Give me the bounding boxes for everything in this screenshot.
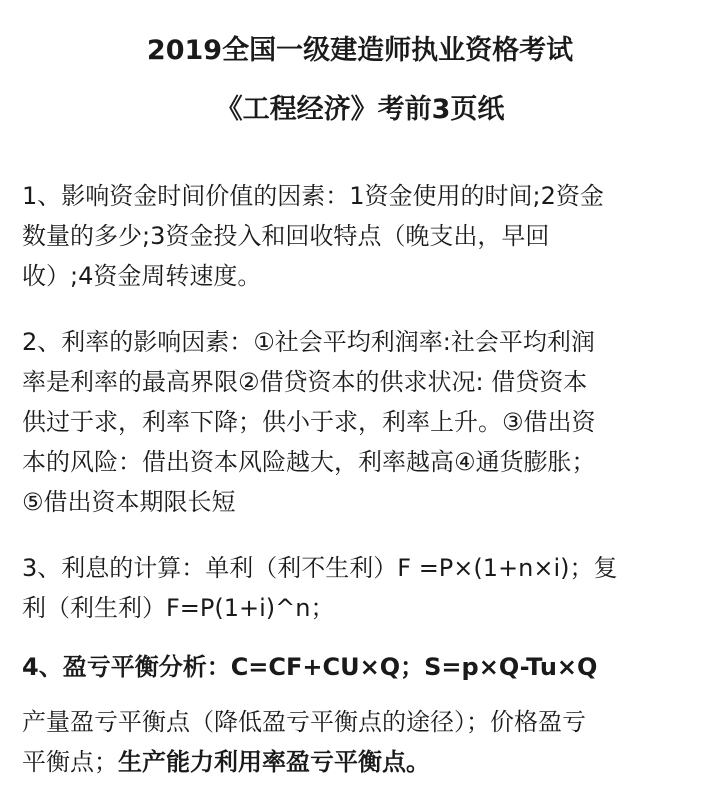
- paragraph-line: 供过于求，利率下降；供小于求，利率上升。③借出资: [22, 408, 596, 436]
- paragraph-line: 收）;4资金周转速度。: [22, 262, 262, 290]
- paragraph-line: 产量盈亏平衡点（降低盈亏平衡点的途径）；价格盈亏: [22, 708, 586, 736]
- paragraph-line: [22, 742, 702, 782]
- paragraph-line: 1、影响资金时间价值的因素：1资金使用的时间;2资金: [22, 182, 604, 210]
- paragraph-bold-text: 生产能力利用率盈亏平衡点。: [118, 748, 430, 776]
- paragraph-line: 率是利率的最高界限②借贷资本的供求状况: 借贷资本: [22, 368, 588, 396]
- paragraph-interest-rate-factors: [22, 322, 702, 522]
- paragraph-line: ⑤借出资本期限长短: [22, 488, 236, 516]
- paragraph-breakeven-points: [22, 702, 702, 782]
- paragraph-text: 平衡点；: [22, 748, 118, 776]
- document-title: 2019全国一级建造师执业资格考试: [146, 35, 574, 66]
- paragraph-line: 4、盈亏平衡分析：C=CF+CU×Q；S=p×Q-Tu×Q: [22, 653, 598, 681]
- paragraph-line: 数量的多少;3资金投入和回收特点（晚支出，早回: [22, 222, 550, 250]
- paragraph-line: 本的风险：借出资本风险越大，利率越高④通货膨胀；: [22, 448, 596, 476]
- paragraph-line: 利（利生利）F=P(1+i)^n；: [22, 594, 335, 622]
- paragraph-interest-calculation: [22, 548, 702, 628]
- paragraph-breakeven-analysis: [22, 647, 702, 687]
- document-subtitle: 《工程经济》考前3页纸: [215, 94, 505, 125]
- paragraph-line: 3、利息的计算：单利（利不生利）F =P×(1+n×i)；复: [22, 554, 618, 582]
- paragraph-time-value-factors: [22, 176, 702, 296]
- paragraph-line: 2、利率的影响因素：①社会平均利润率:社会平均利润: [22, 328, 595, 356]
